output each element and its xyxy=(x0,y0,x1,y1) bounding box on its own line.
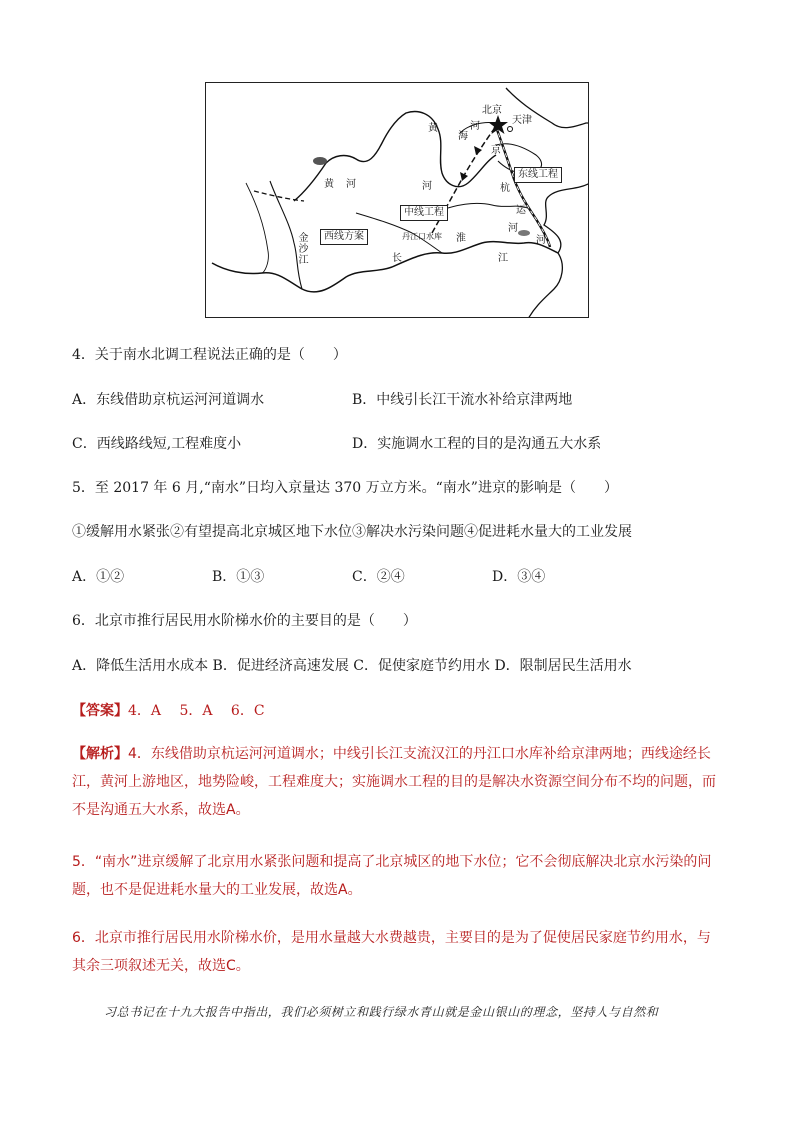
analysis-paragraph-1 xyxy=(72,740,722,824)
answer-text: 4．A 5．A 6．C xyxy=(128,703,265,719)
analysis-tag: 【解析】 xyxy=(72,746,128,762)
question-5-stem: 5．至 2017 年 6 月,“南水”日均入京量达 370 万立方米。“南水”进京的影响是（ ） xyxy=(72,480,618,496)
label-hai-he: 河 xyxy=(470,121,480,132)
q4-option-b: B．中线引长江干流水补给京津两地 xyxy=(352,392,573,408)
q4-option-a: A．东线借助京杭运河河道调水 xyxy=(72,392,265,408)
tianjin-dot-icon xyxy=(508,127,513,132)
answer-tag: 【答案】 xyxy=(72,703,128,719)
lake-2 xyxy=(518,230,530,236)
label-jiang: 江 xyxy=(498,253,508,264)
q5-option-b: B．①③ xyxy=(212,569,265,585)
west-route xyxy=(254,191,304,201)
answer-line xyxy=(72,702,265,720)
analysis-paragraph-2 xyxy=(72,848,722,904)
footer-text: 习总书记在十九大报告中指出，我们必须树立和践行绿水青山就是金山银山的理念，坚持人与自然和 xyxy=(104,1005,659,1019)
box-middle-line: 中线工程 xyxy=(400,205,448,221)
lake xyxy=(313,157,327,165)
question-5-items: ①缓解用水紧张②有望提高北京城区地下水位③解决水污染问题④促进耗水量大的工业发展 xyxy=(72,524,632,540)
label-jing: 京 xyxy=(491,145,501,156)
analysis-paragraph-3 xyxy=(72,924,722,980)
label-huai-he: 河 xyxy=(508,223,518,234)
tributary xyxy=(246,183,268,273)
middle-route-arrows xyxy=(460,146,482,181)
label-hai: 海 xyxy=(458,131,468,142)
label-huanghe-he: 河 xyxy=(346,179,356,190)
label-huanghe-huang: 黄 xyxy=(324,179,334,190)
question-6-options: A．降低生活用水成本 B．促进经济高速发展 C．促使家庭节约用水 D．限制居民生活用水 xyxy=(72,658,632,674)
analysis-text-3: 6．北京市推行居民用水阶梯水价，是用水量越大水费越贵，主要目的是为了促使居民家庭节约用水，与其余三项叙述无关，故选C。 xyxy=(72,930,711,974)
question-4-stem: 4．关于南水北调工程说法正确的是（ ） xyxy=(72,347,347,363)
box-west-line: 西线方案 xyxy=(320,229,368,245)
label-chang: 长 xyxy=(392,253,402,264)
q5-option-a: A．①② xyxy=(72,569,125,585)
analysis-text-1: 4．东线借助京杭运河河道调水；中线引长江支流汉江的丹江口水库补给京津两地；西线途经长江，黄河上游地区，地势险峻，工程难度大；实施调水工程的目的是解决水资源空间分布不均的问题，而不是沟通五大水系，故选A。 xyxy=(72,746,716,818)
q5-option-c: C．②④ xyxy=(352,569,405,585)
analysis-text-2: 5．“南水”进京缓解了北京用水紧张问题和提高了北京城区的地下水位；它不会彻底解决北京水污染的问题，也不是促进耗水量大的工业发展，故选A。 xyxy=(72,854,712,898)
question-6-stem: 6．北京市推行居民用水阶梯水价的主要目的是（ ） xyxy=(72,613,417,629)
q4-option-c: C．西线路线短,工程难度小 xyxy=(72,436,242,452)
box-east-line: 东线工程 xyxy=(514,167,562,183)
label-huai: 淮 xyxy=(456,233,466,244)
label-huang-upper: 黄 xyxy=(428,123,438,134)
yangtze-river xyxy=(212,242,558,292)
q5-option-d: D．③④ xyxy=(492,569,546,585)
q4-option-d: D．实施调水工程的目的是沟通五大水系 xyxy=(352,436,602,452)
label-canal-he: 河 xyxy=(536,235,546,246)
label-tianjin: 天津 xyxy=(512,115,532,126)
label-jinshajiang: 金沙江 xyxy=(298,233,309,266)
label-hang: 杭 xyxy=(500,183,510,194)
label-yun: 运 xyxy=(516,205,526,216)
south-north-water-map xyxy=(205,82,589,318)
label-he-middle: 河 xyxy=(422,181,432,192)
label-beijing: 北京 xyxy=(482,105,502,116)
label-danjiangkou: 丹江口水库 xyxy=(402,232,442,241)
